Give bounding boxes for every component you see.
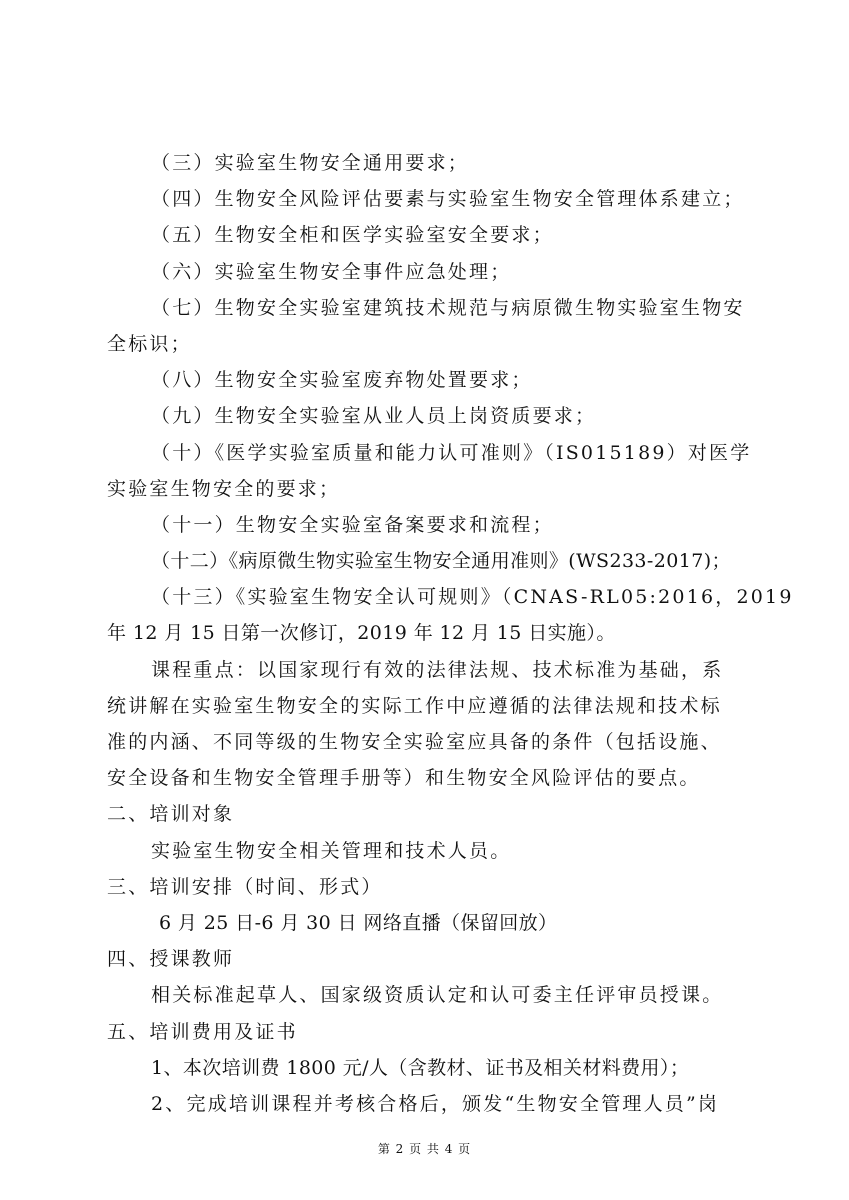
list-item-7-continued: 全标识； <box>107 332 192 355</box>
page-number-footer: 第 2 页 共 4 页 <box>377 1142 472 1156</box>
training-target-text: 实验室生物安全相关管理和技术人员。 <box>151 839 512 862</box>
fee-item-2: 2、完成培训课程并考核合格后，颁发“生物安全管理人员”岗 <box>151 1092 720 1115</box>
list-item-9: （九）生物安全实验室从业人员上岗资质要求； <box>151 405 597 428</box>
section-heading-training-target: 二、培训对象 <box>107 803 235 826</box>
list-item-12: （十二）《病原微生物实验室生物安全通用准则》(WS233-2017)； <box>151 550 731 573</box>
list-item-10: （十）《医学实验室质量和能力认可准则》（IS015189）对医学 <box>151 441 752 464</box>
instructors-text: 相关标准起草人、国家级资质认定和认可委主任评审员授课。 <box>151 984 724 1007</box>
course-focus-paragraph: 课程重点：以国家现行有效的法律法规、技术标准为基础，系 <box>151 658 724 681</box>
list-item-10-continued: 实验室生物安全的要求； <box>107 477 341 500</box>
list-item-3: （三）实验室生物安全通用要求； <box>151 152 470 174</box>
course-focus-line-4: 安全设备和生物安全管理手册等）和生物安全风险评估的要点。 <box>107 767 701 790</box>
section-heading-fees-certificate: 五、培训费用及证书 <box>107 1020 298 1043</box>
list-item-8: （八）生物安全实验室废弃物处置要求； <box>151 369 533 392</box>
list-item-13: （十三）《实验室生物安全认可规则》（CNAS-RL05:2016，2019 <box>151 586 794 609</box>
list-item-6: （六）实验室生物安全事件应急处理； <box>151 260 512 283</box>
training-schedule-text: 6 月 25 日-6 月 30 日 网络直播（保留回放） <box>159 911 558 934</box>
fee-item-1: 1、本次培训费 1800 元/人（含教材、证书及相关材料费用）； <box>151 1056 690 1079</box>
list-item-13-continued: 年 12 月 15 日第一次修订，2019 年 12 月 15 日实施）。 <box>107 622 616 645</box>
list-item-11: （十一）生物安全实验室备案要求和流程； <box>151 513 554 536</box>
document-body <box>107 145 794 1122</box>
course-focus-line-3: 准的内涵、不同等级的生物安全实验室应具备的条件（包括设施、 <box>107 731 722 753</box>
section-heading-training-schedule: 三、培训安排（时间、形式） <box>107 875 383 898</box>
course-focus-line-2: 统讲解在实验室生物安全的实际工作中应遵循的法律法规和技术标 <box>107 694 722 717</box>
section-heading-instructors: 四、授课教师 <box>107 948 235 971</box>
list-item-4: （四）生物安全风险评估要素与实验室生物安全管理体系建立； <box>151 188 745 211</box>
list-item-7: （七）生物安全实验室建筑技术规范与病原微生物实验室生物安 <box>151 296 745 319</box>
list-item-5: （五）生物安全柜和医学实验室安全要求； <box>151 224 554 247</box>
